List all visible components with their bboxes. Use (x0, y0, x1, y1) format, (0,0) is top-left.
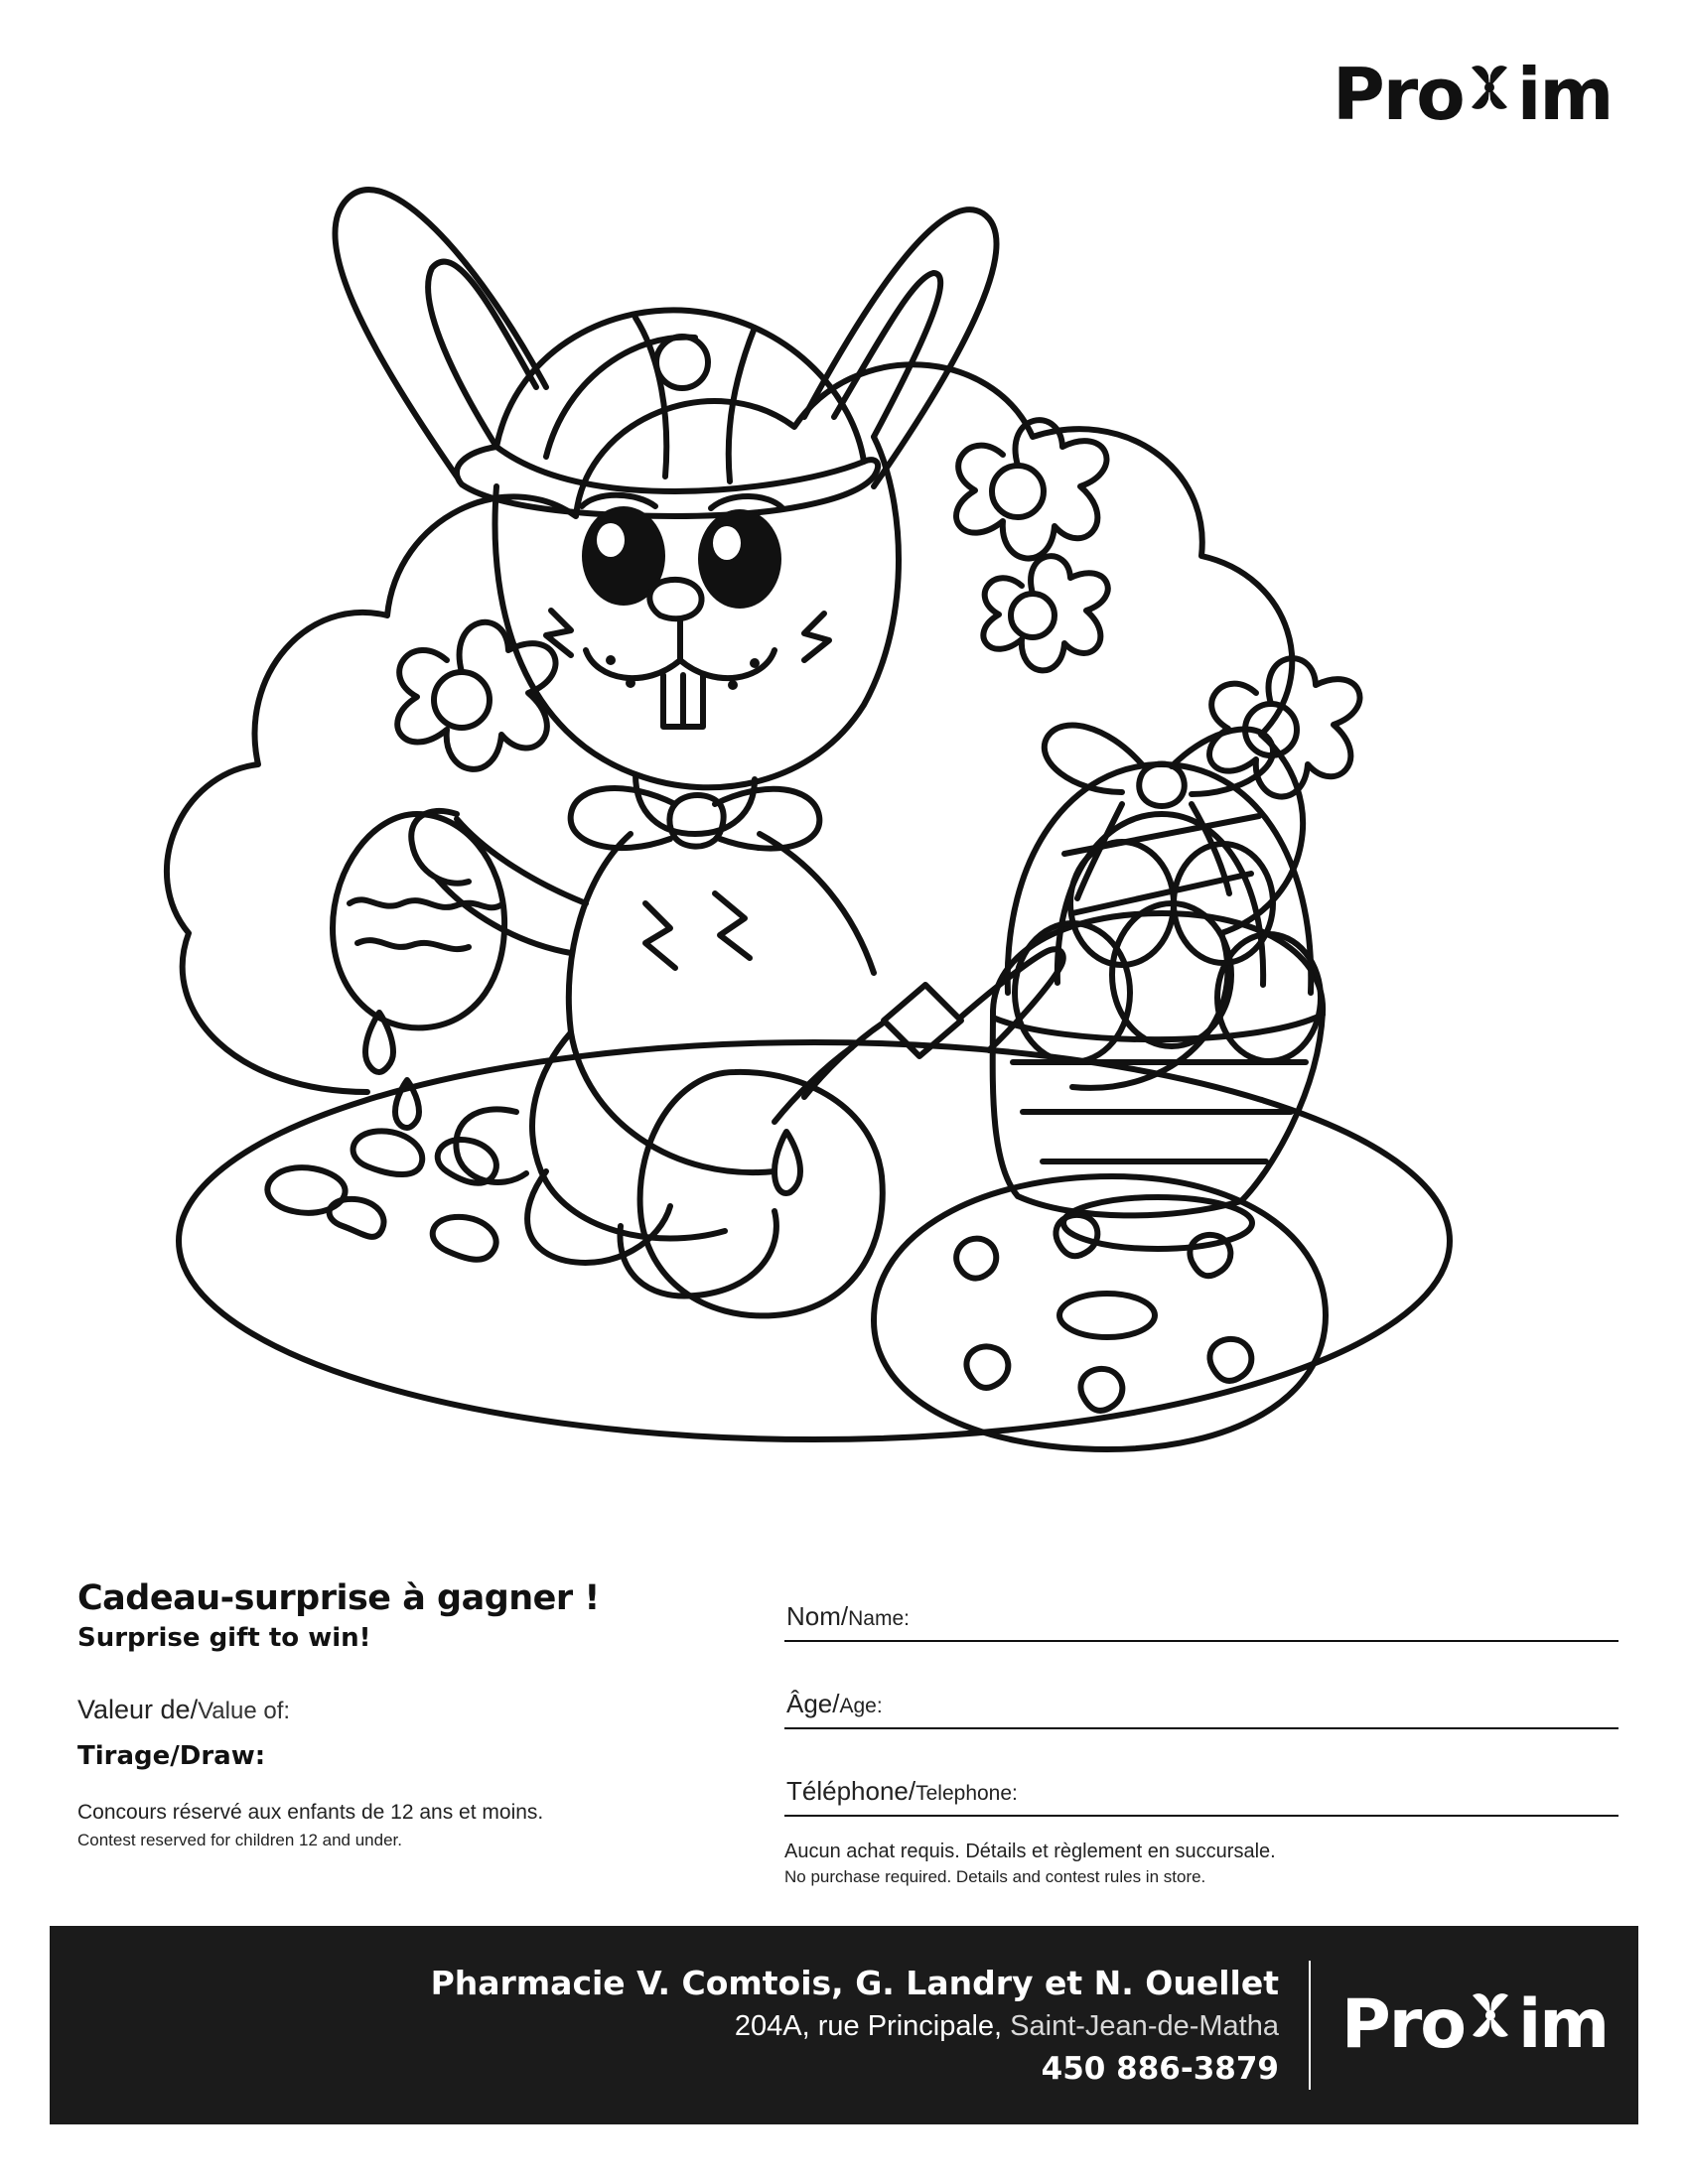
telephone-input[interactable] (963, 1767, 1618, 1809)
pharmacy-info (50, 1964, 1309, 2087)
pharmacy-phone[interactable]: 450 886-3879 (1041, 2051, 1279, 2087)
age-field-label-en: Age: (839, 1695, 883, 1717)
name-input[interactable] (963, 1592, 1618, 1634)
telephone-field-label-en: Telephone: (915, 1782, 1018, 1805)
value-label (77, 1695, 723, 1725)
pharmacy-name: Pharmacie V. Comtois, G. Landry et N. Ouellet (430, 1964, 1279, 2002)
proxim-wordmark-part2: im (1516, 53, 1613, 136)
contest-rules-en: Contest reserved for children 12 and under. (77, 1831, 402, 1849)
form-field-name[interactable] (784, 1578, 1618, 1642)
pharmacy-address-street: 204A, rue Principale, (734, 2010, 1003, 2042)
contest-rules-fr: Concours réservé aux enfants de 12 ans et moins. (77, 1801, 544, 1824)
disclaimer-fr: Aucun achat requis. Détails et règlement en succursale. (784, 1841, 1276, 1862)
name-field-label-en: Name: (848, 1607, 910, 1630)
proxim-logo-footer (1311, 1985, 1638, 2065)
form-field-age[interactable] (784, 1666, 1618, 1729)
draw-label: Tirage/Draw: (77, 1741, 266, 1771)
offer-column (77, 1578, 723, 1850)
name-field-label-fr: Nom/ (786, 1601, 849, 1631)
proxim-wordmark-footer (1311, 1985, 1638, 2065)
proxim-wordmark-footer-part1: Pro (1340, 1985, 1465, 2064)
pharmacy-address (50, 2010, 1279, 2043)
offer-title-en: Surprise gift to win! (77, 1623, 371, 1653)
proxim-wordmark-part1: Pro (1333, 53, 1464, 136)
contest-details-section (0, 1578, 1688, 1916)
entry-form (784, 1578, 1618, 1887)
value-label-en: Value of: (198, 1698, 291, 1724)
name-field-label (786, 1601, 910, 1632)
proxim-wordmark-footer-part2: im (1517, 1985, 1609, 2064)
value-label-fr: Valeur de/ (77, 1695, 199, 1724)
age-input[interactable] (963, 1680, 1618, 1721)
form-field-telephone[interactable] (784, 1753, 1618, 1817)
easter-bunny-coloring-illustration (119, 119, 1509, 1529)
legal-disclaimer (784, 1841, 1618, 1887)
offer-title-fr: Cadeau-surprise à gagner ! (77, 1578, 600, 1618)
age-field-label-fr: Âge/ (786, 1689, 840, 1718)
pharmacy-address-city: Saint-Jean-de-Matha (1010, 2010, 1279, 2042)
age-field-label (786, 1689, 883, 1719)
disclaimer-en: No purchase required. Details and contest rules in store. (784, 1867, 1206, 1886)
pharmacy-footer-banner (50, 1926, 1638, 2124)
telephone-field-label-fr: Téléphone/ (786, 1776, 916, 1806)
